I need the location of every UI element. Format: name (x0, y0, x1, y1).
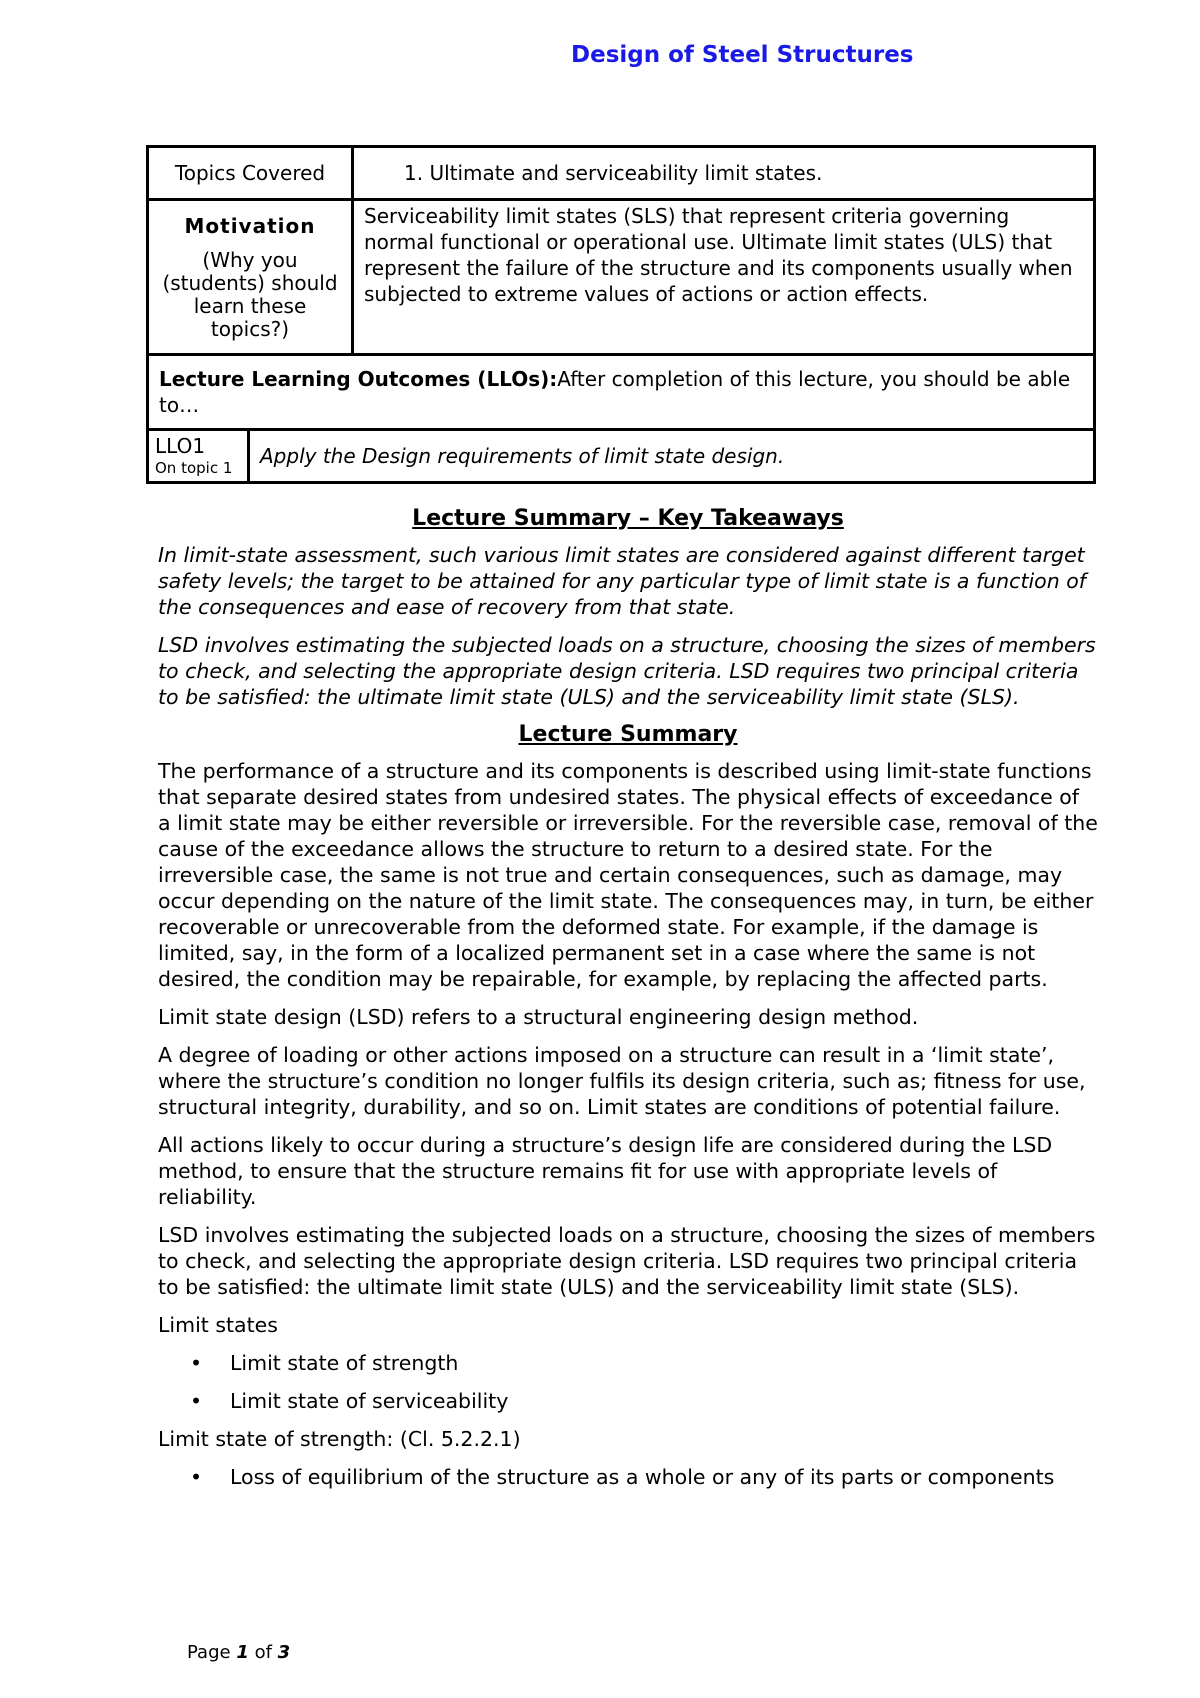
topics-value: 1. Ultimate and serviceability limit states. (353, 147, 1095, 200)
topics-row (148, 147, 1095, 200)
llo-intro: After completion of this lecture, you should be able to… (159, 367, 1071, 417)
strength-label: Limit state of strength: (Cl. 5.2.2.1) (158, 1427, 521, 1451)
motivation-text: Serviceability limit states (SLS) that represent criteria governing normal functional or operational use. Ultimate limit states (ULS) that represent the failure of the structure and its components usually when subjected to extreme values of actions or action effects. (353, 200, 1095, 355)
document-title: Design of Steel Structures (571, 42, 914, 68)
motivation-row (148, 200, 1095, 355)
summary-paragraph: Limit state design (LSD) refers to a structural engineering design method. (158, 1005, 919, 1029)
page-total: 3 (277, 1642, 291, 1663)
strength-list (158, 1464, 1098, 1490)
llo1-code: LLO1 (155, 434, 206, 458)
limit-states-list (158, 1350, 1098, 1414)
of-word: of (254, 1642, 272, 1663)
page-number: 1 (236, 1642, 249, 1663)
llo1-row (148, 430, 1095, 483)
summary-paragraph: The performance of a structure and its components is described using limit-state functions that separate desired states from undesired states. The physical effects of exceedance of a limit state may be either reversible or irreversible. For the reversible case, removal of the cause of the exceedance allows the structure to return to a desired state. For the irreversible case, the same is not true and certain consequences, such as damage, may occur depending on the nature of the limit state. The consequences may, in turn, be either recoverable or unrecoverable from the deformed state. For example, if the damage is limited, say, in the form of a localized permanent set in a case where the same is not desired, the condition may be repairable, for example, by replacing the affected parts. (158, 759, 1098, 991)
summary-paragraph: A degree of loading or other actions imposed on a structure can result in a ‘limit state’, where the structure’s condition no longer fulfils its design criteria, such as; fitness for use, structural integrity, durability, and so on. Limit states are conditions of potential failure. (158, 1043, 1086, 1119)
takeaway-paragraph: LSD involves estimating the subjected loads on a structure, choosing the sizes of members to check, and selecting the appropriate design criteria. LSD requires two principal criteria to be satisfied: the ultimate limit state (ULS) and the serviceability limit state (SLS). (158, 633, 1096, 709)
llo1-inner (149, 431, 1093, 481)
topics-label: Topics Covered (148, 147, 353, 200)
llo1-text: Apply the Design requirements of limit state design. (260, 444, 785, 468)
llo1-id-cell (149, 431, 249, 481)
list-item: • Limit state of serviceability (230, 1388, 1098, 1414)
llo-header-cell (148, 355, 1095, 430)
key-takeaways-heading: Lecture Summary – Key Takeaways (412, 506, 844, 531)
page-word: Page (187, 1642, 231, 1663)
takeaway-paragraph: In limit-state assessment, such various limit states are considered against different target safety levels; the target to be attained for any particular type of limit state is a function of the consequences and ease of recovery from that state. (158, 543, 1086, 619)
lecture-info-table (146, 145, 1096, 484)
list-item: • Limit state of strength (230, 1350, 1098, 1376)
list-item: • Loss of equilibrium of the structure as a whole or any of its parts or components (230, 1464, 1098, 1490)
llo-heading: Lecture Learning Outcomes (LLOs): (159, 367, 558, 391)
page-footer (187, 1642, 290, 1663)
motivation-subtitle: (Why you (students) should learn these topics?) (162, 248, 338, 341)
limit-states-label: Limit states (158, 1313, 278, 1337)
llo-header-row (148, 355, 1095, 430)
llo1-topic: On topic 1 (155, 459, 233, 477)
motivation-cell (148, 200, 353, 355)
summary-heading: Lecture Summary (518, 722, 738, 747)
motivation-title: Motivation (184, 214, 316, 238)
document-body (158, 506, 1098, 1502)
summary-paragraph: LSD involves estimating the subjected loads on a structure, choosing the sizes of members to check, and selecting the appropriate design criteria. LSD requires two principal criteria to be satisfied: the ultimate limit state (ULS) and the serviceability limit state (SLS). (158, 1223, 1096, 1299)
summary-paragraph: All actions likely to occur during a structure’s design life are considered during the LSD method, to ensure that the structure remains fit for use with appropriate levels of reliability. (158, 1133, 1053, 1209)
